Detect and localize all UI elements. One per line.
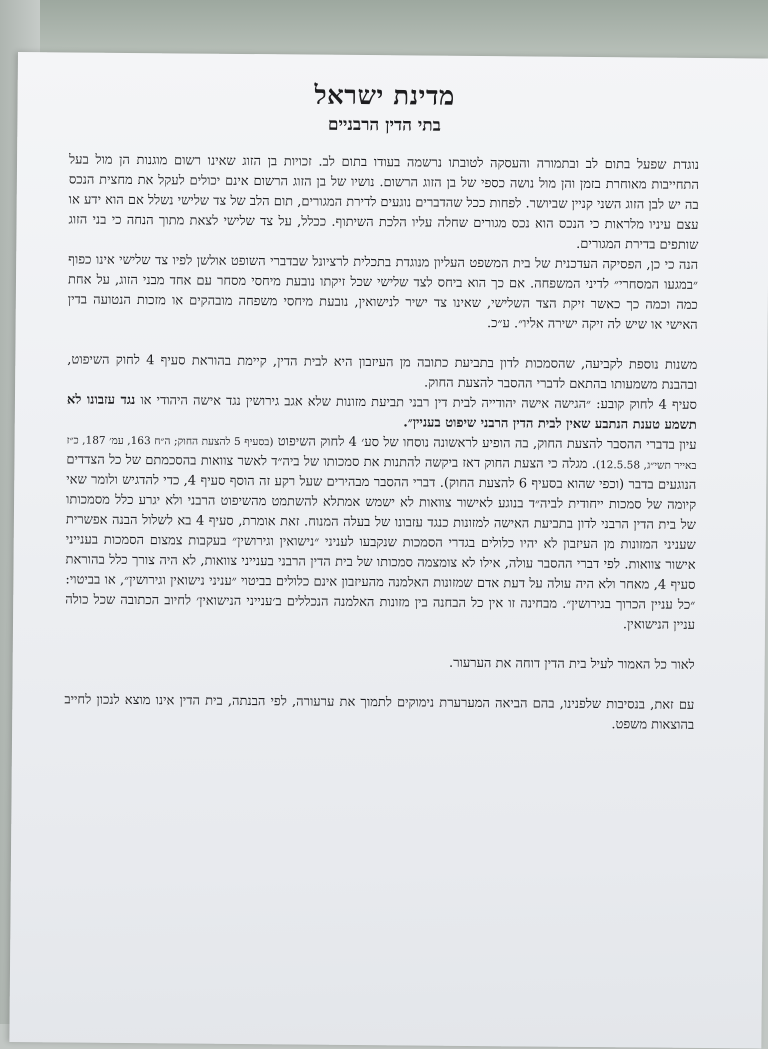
paragraph-1: נוגדת שפעל בתום לב ובתמורה והעסקה לטובתו נרשמה בעודו בתום לב. זכויות בן הזוג שאינו רשום מוגנות הן מול בעל התחייבות מאוחרת בזמן והן מול נושה כספי של בן הזוג הרשום. נושיו של בן הזוג הרשום אינם יכולים לעקל את מחצית הנכס בה יש לבן הזוג השני קניין שביושר. לפחות ככל שהדברים נוגעים לדירת המגורים, תום הלב של צד שלישי נשלל אם הוא ידע או עצם עיניו מלראות כי הנכס הוא נכס מגורים שחלה עליו הלכת השיתוף. ככלל, על צד שלישי לצאת מתוך הנחה כי בני הזוג שותפים בדירת המגורים. (68, 152, 700, 253)
document-title: מדינת ישראל (314, 80, 455, 112)
paragraph-5 (65, 430, 697, 635)
paragraph-5-rest: . מגלה כי הצעת החוק דאז ביקשה להתנות את סמכותו של ביה״ד לאשר צוואות בהסכמתם של כל הצדדים הנוגעים בדבר (וכפי שהוא בסעיף 6 להצעת החוק). דברי ההסבר מבהירים שעל רקע זה הוסף סעיף 4, כדי להדגיש ולומר שאי קיומה של סמכות ייחודית לביה״ד בנוגע לאישור צוואות לא ישמש אמתלא להשתמט מהשיפוט הרבני ולא יגרע כלל מסמכותו של בית הדין הרבני לדון בתביעת האישה למזונות כנגד עזבונו של בעלה המנוח. זאת אומרת, סעיף 4 בא לשלול הבנה אפשרית שעניני המזונות מן העיזבון לא יהיו כלולים בגדרי הסמכות שנקבעו לעניני ״נישואין וגירושין״ בעקבות צמצום הסמכות בענייני אישור צוואות. לפי דברי ההסבר עולה, אילו לא צומצמה סמכותו של בית הדין הרבני בענייני צוואות, לא היה צורך כלל בהוראת סעיף 4, מאחר ולא היה עולה על דעת אדם שמזונות האלמנה מהעיזבון אינם כלולים בביטוי ״עניני נישואין וגירושין״, או בביטוי: ״כל עניין הכרוך בגירושין״. מבחינה זו אין כל הבחנה בין מזונות האלמנה הנכללים ב׳ענייני הנישואין׳ לחיוב הכתובה שכל כולה עניין הנישואין. (65, 452, 697, 633)
paragraph-4 (67, 390, 697, 435)
paragraph-6: לאור כל האמור לעיל בית הדין דוחה את הערעור. (448, 655, 695, 673)
paragraph-4-intro: סעיף 4 לחוק קובע: ״הגישה אישה יהודייה לבית דין רבני תביעת מזונות שלא אגב גירושין נגד אישה היהודי או (135, 393, 698, 413)
paragraph-3: משנות נוספת לקביעה, שהסמכות לדון בתביעת כתובה מן העיזבון היא לבית הדין, קיימת בהוראת סעיף 4 לחוק השיפוט, ובהבנת משמעותו בהתאם לדברי ההסבר להצעת החוק. (67, 352, 698, 393)
paragraph-4-bold: נגד עזבונו לא תשמע טענת הנתבע שאין לבית הדין הרבני שיפוט בעניין״. (66, 392, 697, 433)
paragraph-5-citation: (בסעיף 5 להצעת החוק; ה״ח 163, עמ׳ 187, כ״ז באייר תשי״ג, 12.5.58) (66, 434, 697, 472)
document-content (64, 76, 700, 735)
document-page (9, 52, 768, 1049)
paragraph-7: עם זאת, בנסיבות שלפנינו, בהם הביאה המערערת נימוקים לתמוך את ערעורה, לפי הבנתה, בית הדין אינו מוצא לנכון לחייב בהוצאות משפט. (64, 692, 695, 733)
document-subtitle: בתי הדין הרבניים (327, 114, 441, 136)
paragraph-5-start: עיון בדברי ההסבר להצעת החוק, בה הופיע לראשונה נוסחו של סע׳ 4 לחוק השיפוט (273, 434, 697, 453)
paragraph-2: הנה כי כן, הפסיקה העדכנית של בית המשפט העליון מנוגדת בתכלית לרציונל שבדברי השופט אולשן לפיו צד שלישי אינו כפוף ״במגעו המסחרי״ לדיני המשפחה. אם כך הוא ביחס לצד שלישי שכל זיקתו נובעת מיחסי מסחר עם אחד מבני הזוג, על אחת כמה וכמה כך כאשר זיקת הצד השלישי, שאינו צד ישיר לנישואין, נובעת מיחסי משפחה מובהקים או מזכות הנטועה בדין האישי או שיש לה זיקה ישירה אליו״. ע״כ. (67, 252, 699, 333)
